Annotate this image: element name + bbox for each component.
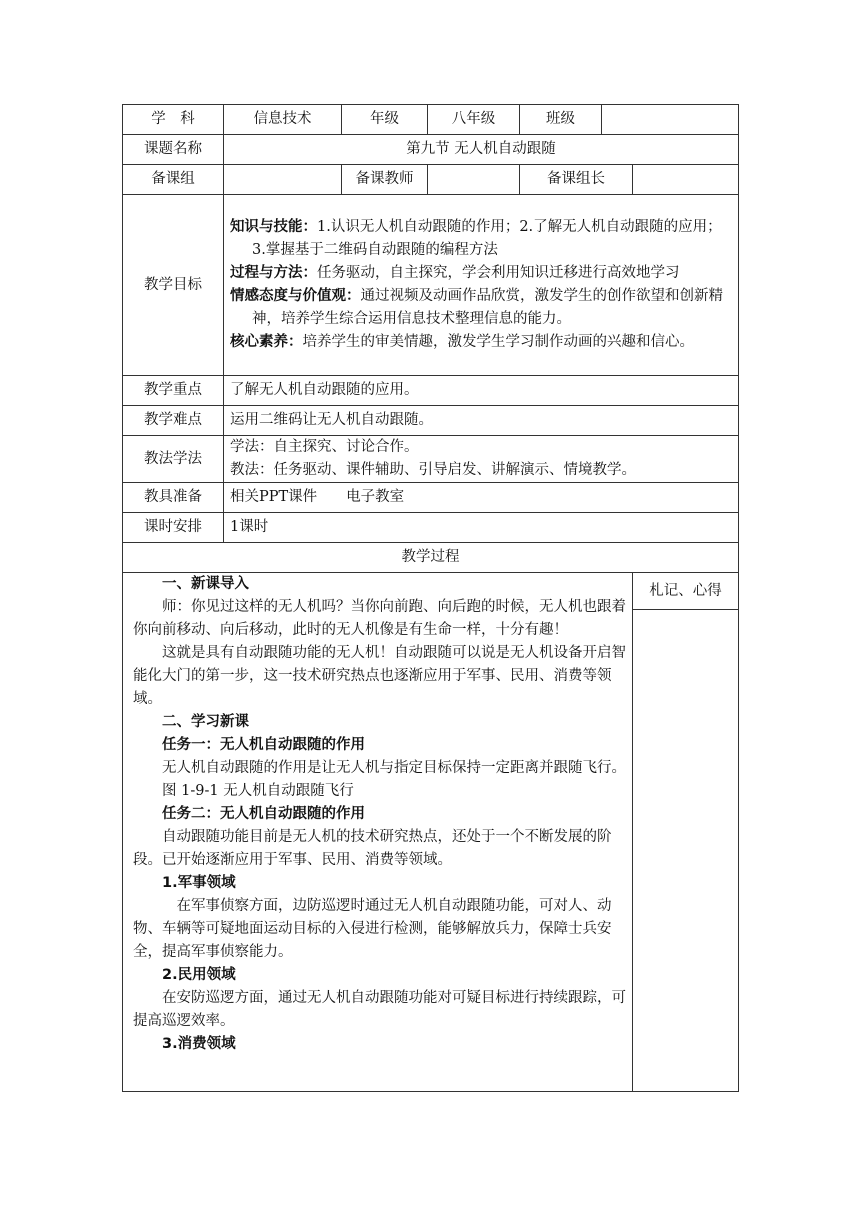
goal-knowledge (230, 216, 732, 262)
lesson-plan-table (122, 104, 739, 1092)
lesson-plan (122, 104, 738, 1092)
goal-process-label: 过程与方法： (230, 265, 317, 281)
prep-teacher-value (428, 165, 520, 195)
process-content (123, 573, 633, 1092)
header-row (123, 105, 739, 135)
grade-label: 年级 (342, 105, 428, 135)
goal-core-text: 培养学生的审美情趣，激发学生学习制作动画的兴趣和信心。 (302, 334, 694, 350)
prep-teacher-label: 备课教师 (342, 165, 428, 195)
hours-row (123, 513, 739, 543)
key-point-label: 教学重点 (123, 376, 224, 406)
subject-value: 信息技术 (224, 105, 342, 135)
goal-process-text: 任务驱动，自主探究，学会利用知识迁移进行高效地学习 (317, 265, 680, 281)
key-point-row (123, 376, 739, 406)
goals-row (123, 195, 739, 376)
prep-group-label: 备课组 (123, 165, 224, 195)
difficulty-value: 运用二维码让无人机自动跟随。 (224, 406, 739, 436)
military-paragraph: 在军事侦察方面，边防巡逻时通过无人机自动跟随功能，可对人、动物、车辆等可疑地面运动目标的入侵进行检测，能够解放兵力，保障士兵安全，提高军事侦察能力。 (133, 898, 612, 960)
prep-group-value (224, 165, 342, 195)
goal-attitude (230, 285, 732, 331)
goal-process (230, 262, 732, 285)
methods-label: 教法学法 (123, 436, 224, 483)
prep-row (123, 165, 739, 195)
goal-knowledge-label: 知识与技能： (230, 219, 317, 235)
goals-content (224, 195, 739, 376)
civil-paragraph: 在安防巡逻方面，通过无人机自动跟随功能对可疑目标进行持续跟踪，可提高巡逻效率。 (133, 990, 626, 1029)
intro-paragraph-1: 师：你见过这样的无人机吗？当你向前跑、向后跑的时候，无人机也跟着你向前移动、向后移动，此时的无人机像是有生命一样，十分有趣！ (133, 599, 626, 638)
process-title-row (123, 543, 739, 573)
goal-attitude-label: 情感态度与价值观： (230, 288, 361, 304)
methods-learning: 学法：自主探究、讨论合作。 (230, 439, 419, 455)
hours-label: 课时安排 (123, 513, 224, 543)
task1-paragraph: 无人机自动跟随的作用是让无人机与指定目标保持一定距离并跟随飞行。 (162, 760, 626, 776)
military-heading: 1.军事领域 (162, 875, 236, 891)
process-row (123, 573, 739, 1092)
hours-value: 1课时 (224, 513, 739, 543)
goals-label: 教学目标 (123, 195, 224, 376)
goal-knowledge-text: 1.认识无人机自动跟随的作用；2.了解无人机自动跟随的应用；3.掌握基于二维码自动跟随的编程方法 (252, 219, 722, 258)
goal-core-label: 核心素养： (230, 334, 303, 350)
goal-core (230, 331, 732, 354)
prep-leader-value (633, 165, 739, 195)
difficulty-row (123, 406, 739, 436)
tools-label: 教具准备 (123, 483, 224, 513)
class-label: 班级 (520, 105, 602, 135)
tools-row (123, 483, 739, 513)
process-title: 教学过程 (123, 543, 739, 573)
methods-teaching: 教法：任务驱动、课件辅助、引导启发、讲解演示、情境教学。 (230, 462, 636, 478)
prep-leader-label: 备课组长 (520, 165, 633, 195)
notes-header: 札记、心得 (633, 573, 738, 610)
task2-paragraph: 自动跟随功能目前是无人机的技术研究热点，还处于一个不断发展的阶段。已开始逐渐应用于军事、民用、消费等领域。 (133, 829, 612, 868)
key-point-value: 了解无人机自动跟随的应用。 (224, 376, 739, 406)
topic-label: 课题名称 (123, 135, 224, 165)
consumer-heading: 3.消费领域 (162, 1036, 236, 1052)
tools-value: 相关PPT课件 电子教室 (224, 483, 739, 513)
goal-attitude-text: 通过视频及动画作品欣赏，激发学生的创作欲望和创新精神，培养学生综合运用信息技术整理信息的能力。 (252, 288, 723, 327)
civil-heading: 2.民用领域 (162, 967, 236, 983)
topic-value: 第九节 无人机自动跟随 (224, 135, 739, 165)
intro-heading: 一、新课导入 (162, 576, 249, 592)
figure-caption: 图 1-9-1 无人机自动跟随飞行 (162, 783, 354, 799)
methods-content (224, 436, 739, 483)
task2-heading: 任务二：无人机自动跟随的作用 (162, 806, 365, 822)
task1-heading: 任务一：无人机自动跟随的作用 (162, 737, 365, 753)
class-value (602, 105, 739, 135)
methods-row (123, 436, 739, 483)
notes-column (633, 573, 739, 1092)
difficulty-label: 教学难点 (123, 406, 224, 436)
grade-value: 八年级 (428, 105, 520, 135)
topic-row (123, 135, 739, 165)
new-lesson-heading: 二、学习新课 (162, 714, 249, 730)
subject-label: 学 科 (123, 105, 224, 135)
intro-paragraph-2: 这就是具有自动跟随功能的无人机！自动跟随可以说是无人机设备开启智能化大门的第一步，这一技术研究热点也逐渐应用于军事、民用、消费等领域。 (133, 645, 626, 707)
